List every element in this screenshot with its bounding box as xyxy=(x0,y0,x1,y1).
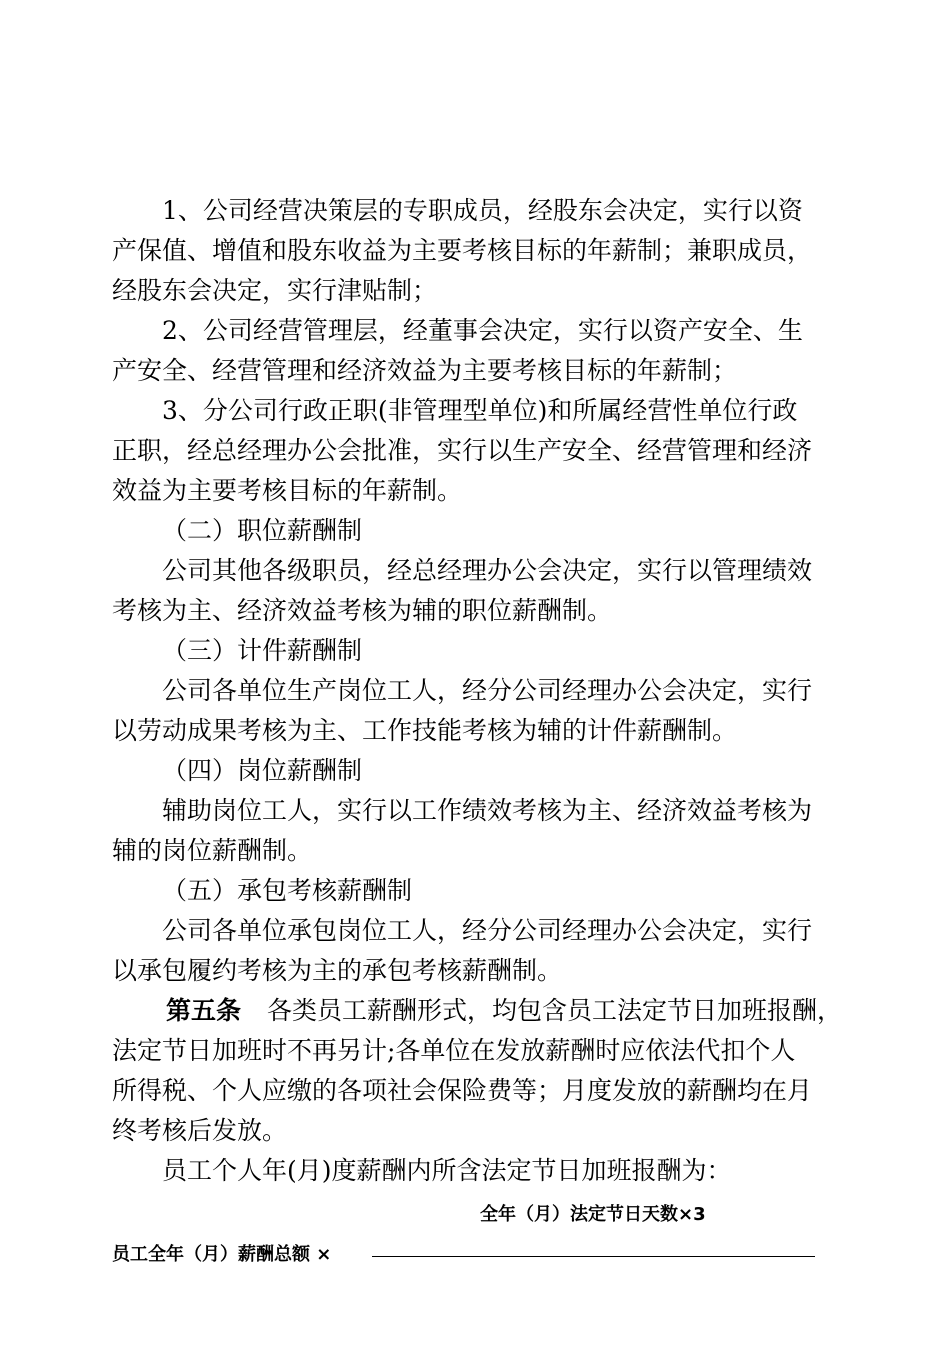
section-heading: （四）岗位薪酬制 xyxy=(162,756,363,785)
paragraph-line: 1、公司经营决策层的专职成员，经股东会决定，实行以资 xyxy=(162,196,803,225)
section-heading: （五）承包考核薪酬制 xyxy=(162,876,413,905)
paragraph-line: 产保值、增值和股东收益为主要考核目标的年薪制；兼职成员， xyxy=(112,236,813,265)
paragraph-line: 公司各单位生产岗位工人，经分公司经理办公会决定，实行 xyxy=(162,676,813,705)
paragraph-line: 效益为主要考核目标的年薪制。 xyxy=(112,476,463,505)
paragraph-line: 员工个人年(月)度薪酬内所含法定节日加班报酬为： xyxy=(162,1156,732,1185)
paragraph-line: 辅的岗位薪酬制。 xyxy=(112,836,313,865)
article-text: 各类员工薪酬形式，均包含员工法定节日加班报酬， xyxy=(267,996,843,1025)
formula-numerator: 全年（月）法定节日天数×3 xyxy=(480,1204,706,1225)
section-heading: （二）职位薪酬制 xyxy=(162,516,363,545)
paragraph-line: 2、公司经营管理层，经董事会决定，实行以资产安全、生 xyxy=(162,316,803,345)
article-line xyxy=(166,995,842,1027)
paragraph-line: 公司其他各级职员，经总经理办公会决定，实行以管理绩效 xyxy=(162,556,813,585)
article-label: 第五条 xyxy=(166,996,242,1025)
paragraph-line: 3、分公司行政正职(非管理型单位)和所属经营性单位行政 xyxy=(162,396,798,425)
paragraph-line: 所得税、个人应缴的各项社会保险费等；月度发放的薪酬均在月 xyxy=(112,1076,813,1105)
paragraph-line: 以承包履约考核为主的承包考核薪酬制。 xyxy=(112,956,563,985)
paragraph-line: 终考核后发放。 xyxy=(112,1116,288,1145)
paragraph-line: 法定节日加班时不再另计;各单位在发放薪酬时应依法代扣个人 xyxy=(112,1036,796,1065)
fraction-bar xyxy=(372,1256,815,1257)
paragraph-line: 辅助岗位工人，实行以工作绩效考核为主、经济效益考核为 xyxy=(162,796,813,825)
section-heading: （三）计件薪酬制 xyxy=(162,636,363,665)
paragraph-line: 正职，经总经理办公会批准，实行以生产安全、经营管理和经济 xyxy=(112,436,813,465)
paragraph-line: 考核为主、经济效益考核为辅的职位薪酬制。 xyxy=(112,596,613,625)
paragraph-line: 产安全、经营管理和经济效益为主要考核目标的年薪制； xyxy=(112,356,738,385)
formula-left-term: 员工全年（月）薪酬总额 × xyxy=(112,1244,332,1265)
paragraph-line: 公司各单位承包岗位工人，经分公司经理办公会决定，实行 xyxy=(162,916,813,945)
paragraph-line: 经股东会决定，实行津贴制； xyxy=(112,276,438,305)
paragraph-line: 以劳动成果考核为主、工作技能考核为辅的计件薪酬制。 xyxy=(112,716,738,745)
